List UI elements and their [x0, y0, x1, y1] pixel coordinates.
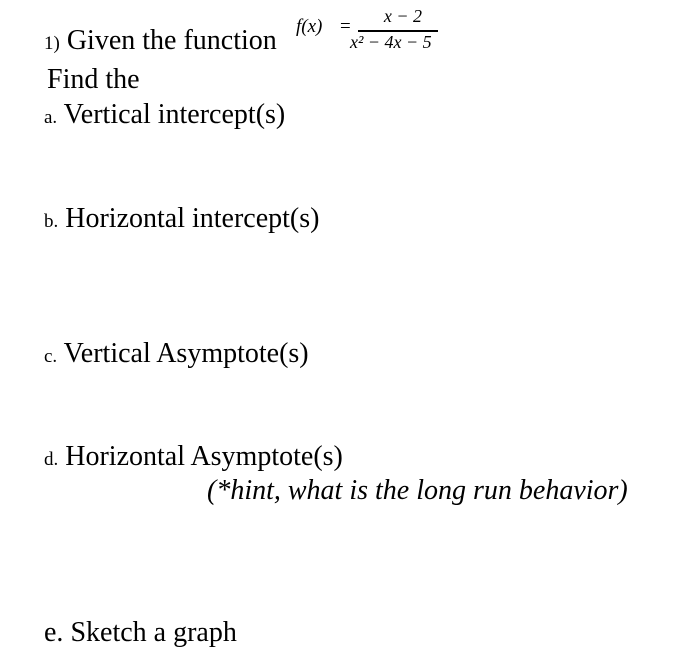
part-c — [44, 338, 309, 370]
formula-lhs: f(x) — [296, 16, 323, 37]
part-d-hint: (*hint, what is the long run behavior) — [207, 475, 628, 506]
part-d-letter: d. — [44, 449, 59, 470]
part-c-text: Vertical Asymptote(s) — [57, 338, 309, 369]
part-e — [44, 617, 237, 649]
part-c-letter: c. — [44, 346, 58, 367]
part-b-text: Horizontal intercept(s) — [58, 203, 320, 234]
formula-denominator: x² − 4x − 5 — [350, 32, 432, 52]
part-e-text: Sketch a graph — [63, 617, 237, 648]
part-a — [44, 99, 285, 131]
formula-numerator: x − 2 — [383, 6, 423, 26]
problem-header — [44, 25, 277, 57]
formula-equals: = — [340, 16, 351, 37]
problem-number: 1) — [44, 33, 60, 54]
part-b — [44, 203, 319, 235]
part-a-letter: a. — [44, 107, 58, 128]
part-a-text: Vertical intercept(s) — [57, 99, 286, 130]
part-e-letter: e. — [44, 617, 64, 648]
part-d — [44, 441, 343, 473]
find-the-line: Find the — [47, 64, 140, 95]
part-d-text: Horizontal Asymptote(s) — [58, 441, 343, 472]
function-formula — [296, 6, 446, 56]
part-b-letter: b. — [44, 211, 59, 232]
problem-intro: Given the function — [59, 25, 277, 56]
